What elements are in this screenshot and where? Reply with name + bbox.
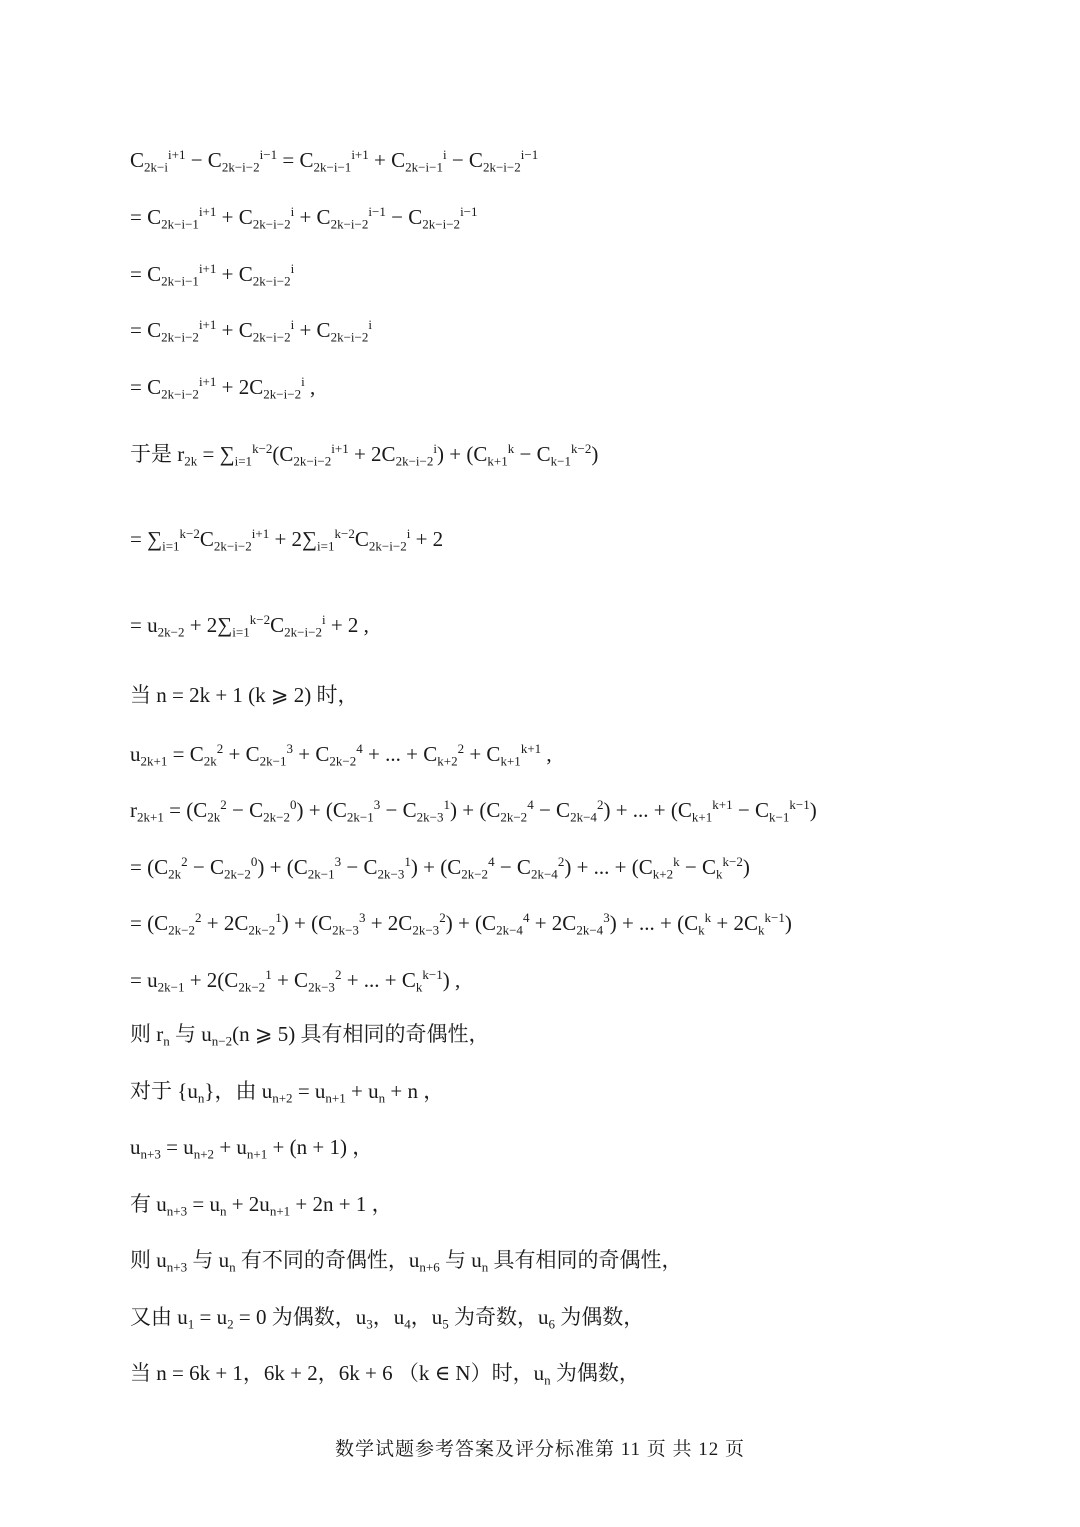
math-line: = $(C_{2k}^2 - C_{2k-2}^0) + (C_{2k-1}^3 - C_{2k-3}^1) + (C_{2k-2}^4 - C_{2k-4}^2)$ + ... + $(C_{k+2}^k - C_k^{k-2})$ (130, 854, 750, 882)
math-line: $r_{2k+1} = (C_{2k}^2 - C_{2k-2}^0) + (C_{2k-1}^3 - C_{2k-3}^1) + (C_{2k-2}^4 - C_{2k-4}^2)$ + ... + $(C_{k+1}^{k+1} - C_{k-1}^{k-1})$ (130, 797, 817, 825)
math-line: $u_{2k+1} = C_{2k}^2 + C_{2k-1}^3 + C_{2k-2}^4$ + ... + $C_{k+2}^2 + C_{k+1}^{k+1}$ , (130, 741, 552, 769)
math-line: = $u_{2k-2} + 2\sum_{i=1}^{k-2}C_{2k-i-2}^i + 2$ , (130, 612, 369, 640)
math-line: 有 $u_{n+3} = u_n + 2u_{n+1} + 2n + 1$ ， (130, 1192, 393, 1219)
math-line: 当 n = 2k + 1 (k ⩾ 2) 时， (130, 683, 359, 707)
math-line: 则 $u_{n+3}$ 与 $u_n$ 有不同的奇偶性，$u_{n+6}$ 与 $u_n$ 具有相同的奇偶性， (130, 1248, 683, 1275)
page-footer: 数学试题参考答案及评分标准第 11 页 共 12 页 (334, 1439, 746, 1460)
math-line: = $C_{2k-i-2}^{i+1} + 2C_{2k-i-2}^i$ , (130, 374, 316, 402)
math-line: = $C_{2k-i-2}^{i+1} + C_{2k-i-2}^i + C_{2k-i-2}^i$ (130, 317, 373, 345)
math-line: 于是 $r_{2k} = \sum_{i=1}^{k-2}(C_{2k-i-2}^{i+1} + 2C_{2k-i-2}^i) + (C_{k+1}^k - C_{k-1}^{k-2})$ (130, 441, 599, 469)
math-line: = $\sum_{i=1}^{k-2}C_{2k-i-2}^{i+1} + 2\sum_{i=1}^{k-2}C_{2k-i-2}^i + 2$ (130, 526, 444, 554)
math-line: $C_{2k-i}^{i+1} - C_{2k-i-2}^{i-1} = C_{2k-i-1}^{i+1} + C_{2k-i-1}^i - C_{2k-i-2}^{i-1}$ (130, 147, 539, 175)
math-line: 则 $r_n$ 与 $u_{n-2}(n$ ⩾ 5) 具有相同的奇偶性， (130, 1022, 490, 1049)
math-line: = $(C_{2k-2}^2 + 2C_{2k-2}^1) + (C_{2k-3}^3 + 2C_{2k-3}^2) + (C_{2k-4}^4 + 2C_{2k-4}^3)$ + ... + $(C_k^k + 2C_k^{k-1})$ (130, 910, 792, 938)
math-line: = $C_{2k-i-1}^{i+1} + C_{2k-i-2}^i$ (130, 261, 295, 289)
math-line: 当 n = 6k + 1，6k + 2，6k + 6 （k ∈ N）时，$u_n$ 为偶数， (130, 1361, 640, 1388)
math-line: $u_{n+3} = u_{n+2} + u_{n+1} + (n + 1)$ ， (130, 1135, 374, 1162)
math-line: 对于 $\{u_n\}$，由 $u_{n+2} = u_{n+1} + u_n + n$ ， (130, 1079, 445, 1106)
math-line: 又由 $u_1 = u_2 = 0$ 为偶数，$u_3$，$u_4$，$u_5$ 为奇数，$u_6$ 为偶数， (130, 1305, 645, 1332)
math-line: = $C_{2k-i-1}^{i+1} + C_{2k-i-2}^i + C_{2k-i-2}^{i-1} - C_{2k-i-2}^{i-1}$ (130, 204, 478, 232)
math-line: = $u_{2k-1} + 2(C_{2k-2}^1 + C_{2k-3}^2$ + ... + $C_k^{k-1}$) , (130, 967, 461, 995)
